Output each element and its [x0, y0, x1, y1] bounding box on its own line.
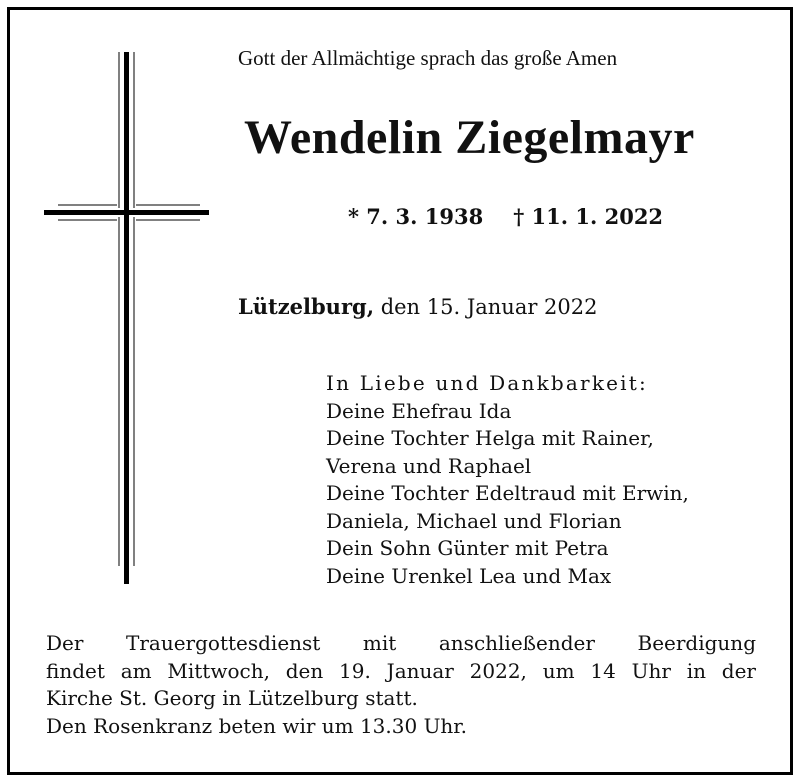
place-name: Lützelburg,	[238, 294, 375, 319]
mourner-line: Dein Sohn Günter mit Petra	[326, 536, 609, 560]
mourner-line: Deine Tochter Edeltraud mit Erwin,	[326, 481, 689, 505]
life-dates	[348, 204, 663, 229]
deceased-name: Wendelin Ziegelmayr	[244, 111, 695, 164]
mourner-line: Daniela, Michael und Florian	[326, 508, 622, 533]
mourner-line: Verena und Raphael	[326, 453, 532, 478]
service-info-line: Der Trauergottesdienst mit anschließender Beerdigung	[46, 631, 756, 655]
mourner-line: Deine Ehefrau Ida	[326, 398, 512, 423]
service-info-line: findet am Mittwoch, den 19. Januar 2022, um 14 Uhr in der	[46, 658, 756, 683]
mourner-line: Deine Urenkel Lea und Max	[326, 563, 612, 588]
mourners-intro: In Liebe und Dankbarkeit:	[326, 371, 648, 395]
service-info	[46, 630, 756, 740]
mourner-line: Deine Tochter Helga mit Rainer,	[326, 426, 654, 450]
place-date-line	[238, 294, 598, 319]
motto: Gott der Allmächtige sprach das große Amen	[238, 46, 618, 70]
rosary-info-line: Den Rosenkranz beten wir um 13.30 Uhr.	[46, 713, 468, 738]
death-date: † 11. 1. 2022	[513, 204, 664, 229]
service-info-line: Kirche St. Georg in Lützelburg statt.	[46, 686, 418, 710]
birth-date: * 7. 3. 1938	[348, 204, 484, 229]
notice-date: den 15. Januar 2022	[374, 295, 598, 319]
mourners-list	[326, 370, 689, 590]
